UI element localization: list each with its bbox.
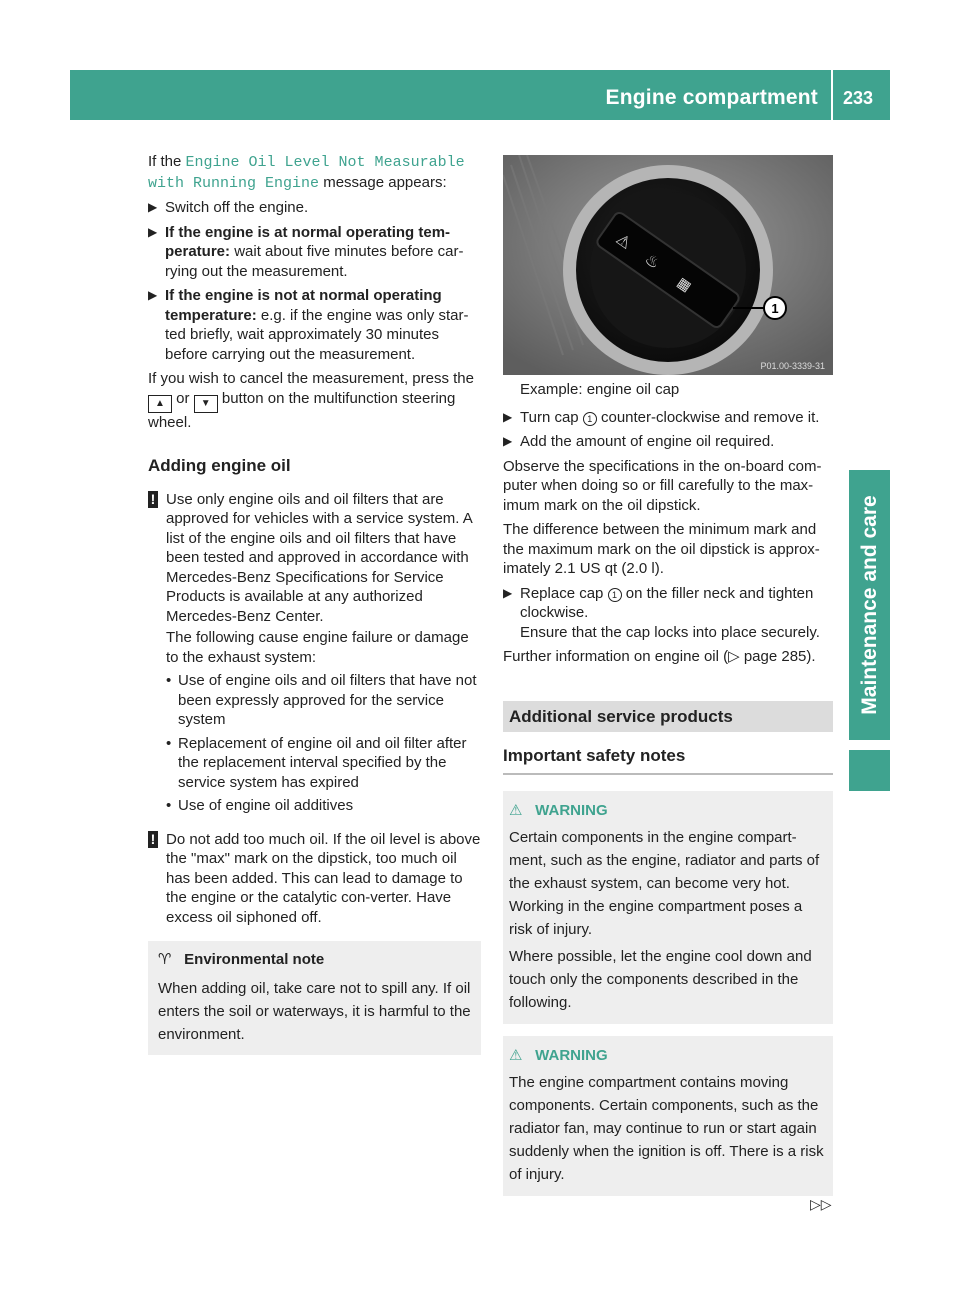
paragraph: The difference between the minimum mark and the maximum mark on the oil dipstick is approx-imately 2.1 US qt (2.0 l). xyxy=(503,521,820,577)
instruction-step xyxy=(148,198,481,218)
warning-triangle-icon: ⚠ xyxy=(509,801,523,819)
caution-note xyxy=(148,490,481,816)
step-text: wait about five minutes before car-rying out the measurement. xyxy=(165,243,464,280)
step-text: Replace cap xyxy=(520,584,604,602)
exclamation-icon: ! xyxy=(148,491,158,508)
cancel-paragraph xyxy=(148,369,481,432)
env-text: When adding oil, take care not to spill any. If oil enters the soil or waterways, it is harmful to the environment. xyxy=(158,980,471,1043)
photo-caption: Example: engine oil cap xyxy=(520,381,680,398)
step-text: on the filler neck and tighten clockwise. xyxy=(520,584,814,621)
photo-code: P01.00-3339-31 xyxy=(760,361,825,371)
list-item-text: Replacement of engine oil and oil filter after the replacement interval specified by the service system has expired xyxy=(178,734,467,791)
page-reference[interactable]: Further information on engine oil (▷ page 285). xyxy=(503,648,816,665)
list-item-text: Use of engine oil additives xyxy=(178,797,354,814)
arrow-icon: ▶ xyxy=(148,288,158,302)
step-text: counter-clockwise and remove it. xyxy=(600,408,820,426)
step-text: Switch off the engine. xyxy=(165,199,309,216)
list-item xyxy=(166,796,481,816)
arrow-icon: ▶ xyxy=(148,200,158,214)
instruction-step xyxy=(148,223,481,282)
arrow-icon: ▶ xyxy=(148,224,158,239)
right-column xyxy=(503,380,833,1196)
note-text: Use only engine oils and oil filters that are approved for vehicles with a service system. A list of the engine oils and oil filters that have been tested and approved in accordance with Mercedes-Benz Specifications for Service Products is available at any authorized Mercedes-Benz Center. xyxy=(166,490,472,625)
arrow-icon: ▶ xyxy=(503,434,513,448)
caution-note xyxy=(148,830,481,928)
instruction-step xyxy=(503,408,833,428)
instruction-step xyxy=(503,432,833,452)
step-text: e.g. if the engine was only star-ted briefly, wait approximately 30 minutes before carrying out the measurement. xyxy=(165,306,469,363)
display-message-cont: with Running Engine xyxy=(148,174,320,192)
callout-1-icon: 1 xyxy=(608,588,622,602)
arrow-icon: ▶ xyxy=(503,409,513,424)
continued-icon: ▷▷ xyxy=(810,1196,832,1212)
intro-paragraph xyxy=(148,152,481,193)
warning-box xyxy=(503,791,833,1024)
cancel-text: If you wish to cancel the measurement, press the xyxy=(148,370,474,387)
paragraph: Observe the specifications in the on-board com-puter when doing so or fill carefully to the max-imum mark on the oil dipstick. xyxy=(503,457,822,514)
bullet-icon: • xyxy=(166,797,172,814)
list-item xyxy=(166,734,481,793)
step-text: Ensure that the cap locks into place securely. xyxy=(520,623,820,641)
arrow-icon: ▶ xyxy=(503,585,513,600)
subsection-heading: Important safety notes xyxy=(503,746,833,775)
step-text: Turn cap xyxy=(520,408,579,426)
exclamation-icon: ! xyxy=(148,831,158,848)
warning-label: WARNING xyxy=(535,1046,608,1064)
display-message: Engine Oil Level Not Measurable xyxy=(185,154,465,171)
warning-text: The engine compartment contains moving components. Certain components, such as the radiator fan, may continue to run or start again suddenly when the ignition is off. There is a risk of injury. xyxy=(509,1073,824,1183)
environmental-note xyxy=(148,941,481,1055)
env-title: Environmental note xyxy=(184,951,325,968)
header-divider xyxy=(831,70,833,120)
page-title: Engine compartment xyxy=(605,86,818,109)
instruction-step xyxy=(148,286,481,364)
intro-prefix: If the xyxy=(148,153,182,170)
down-key-icon: ▼ xyxy=(194,395,218,413)
cancel-text-end: button on the multifunction steering wheel. xyxy=(148,389,456,431)
warning-text: Where possible, let the engine cool down and touch only the components described in the following. xyxy=(509,947,812,1011)
bullet-icon: • xyxy=(166,734,172,752)
env-heading xyxy=(158,948,471,971)
side-tab-label: Maintenance and care xyxy=(858,495,881,715)
note-text: The following cause engine failure or damage to the exhaust system: xyxy=(166,629,469,666)
callout-number: 1 xyxy=(771,301,779,316)
warning-box xyxy=(503,1036,833,1196)
cancel-or: or xyxy=(176,389,190,407)
step-condition: If the engine is at normal operating tem-perature: xyxy=(165,223,451,260)
intro-suffix: message appears: xyxy=(323,173,447,191)
engine-oil-cap-photo xyxy=(503,155,833,375)
list-item xyxy=(166,671,481,730)
warning-heading xyxy=(509,1044,827,1067)
instruction-step xyxy=(503,584,833,643)
step-text: Add the amount of engine oil required. xyxy=(520,433,775,450)
side-tab-marker xyxy=(849,750,890,791)
warning-text: Certain components in the engine compart-ment, such as the engine, radiator and parts of the exhaust system, can become very hot. Working in the engine compartment poses a risk of injury. xyxy=(509,828,820,938)
page-number: 233 xyxy=(843,88,874,108)
step-condition: If the engine is not at normal operating temperature: xyxy=(165,287,442,324)
note-text: Do not add too much oil. If the oil level is above the "max" mark on the dipstick, too much oil has been added. This can lead to damage to the engine or the catalytic con-verter. Have excess oil siphoned off. xyxy=(166,830,481,926)
warning-triangle-icon: ⚠ xyxy=(509,1046,523,1064)
list-item-text: Use of engine oils and oil filters that have not been expressly approved for the service system xyxy=(178,672,477,728)
section-heading: Adding engine oil xyxy=(148,456,291,475)
left-column xyxy=(148,152,481,1055)
up-key-icon: ▲ xyxy=(148,395,172,413)
svg-text:⚠: ⚠ xyxy=(612,229,636,253)
callout-1-icon: 1 xyxy=(583,412,597,426)
svg-text:▦: ▦ xyxy=(673,274,694,296)
leaf-icon: ♈ xyxy=(158,951,172,968)
warning-label: WARNING xyxy=(535,801,608,819)
svg-text:♨: ♨ xyxy=(641,249,664,273)
warning-heading xyxy=(509,799,827,822)
bullet-icon: • xyxy=(166,672,172,689)
section-heading: Additional service products xyxy=(503,701,833,733)
